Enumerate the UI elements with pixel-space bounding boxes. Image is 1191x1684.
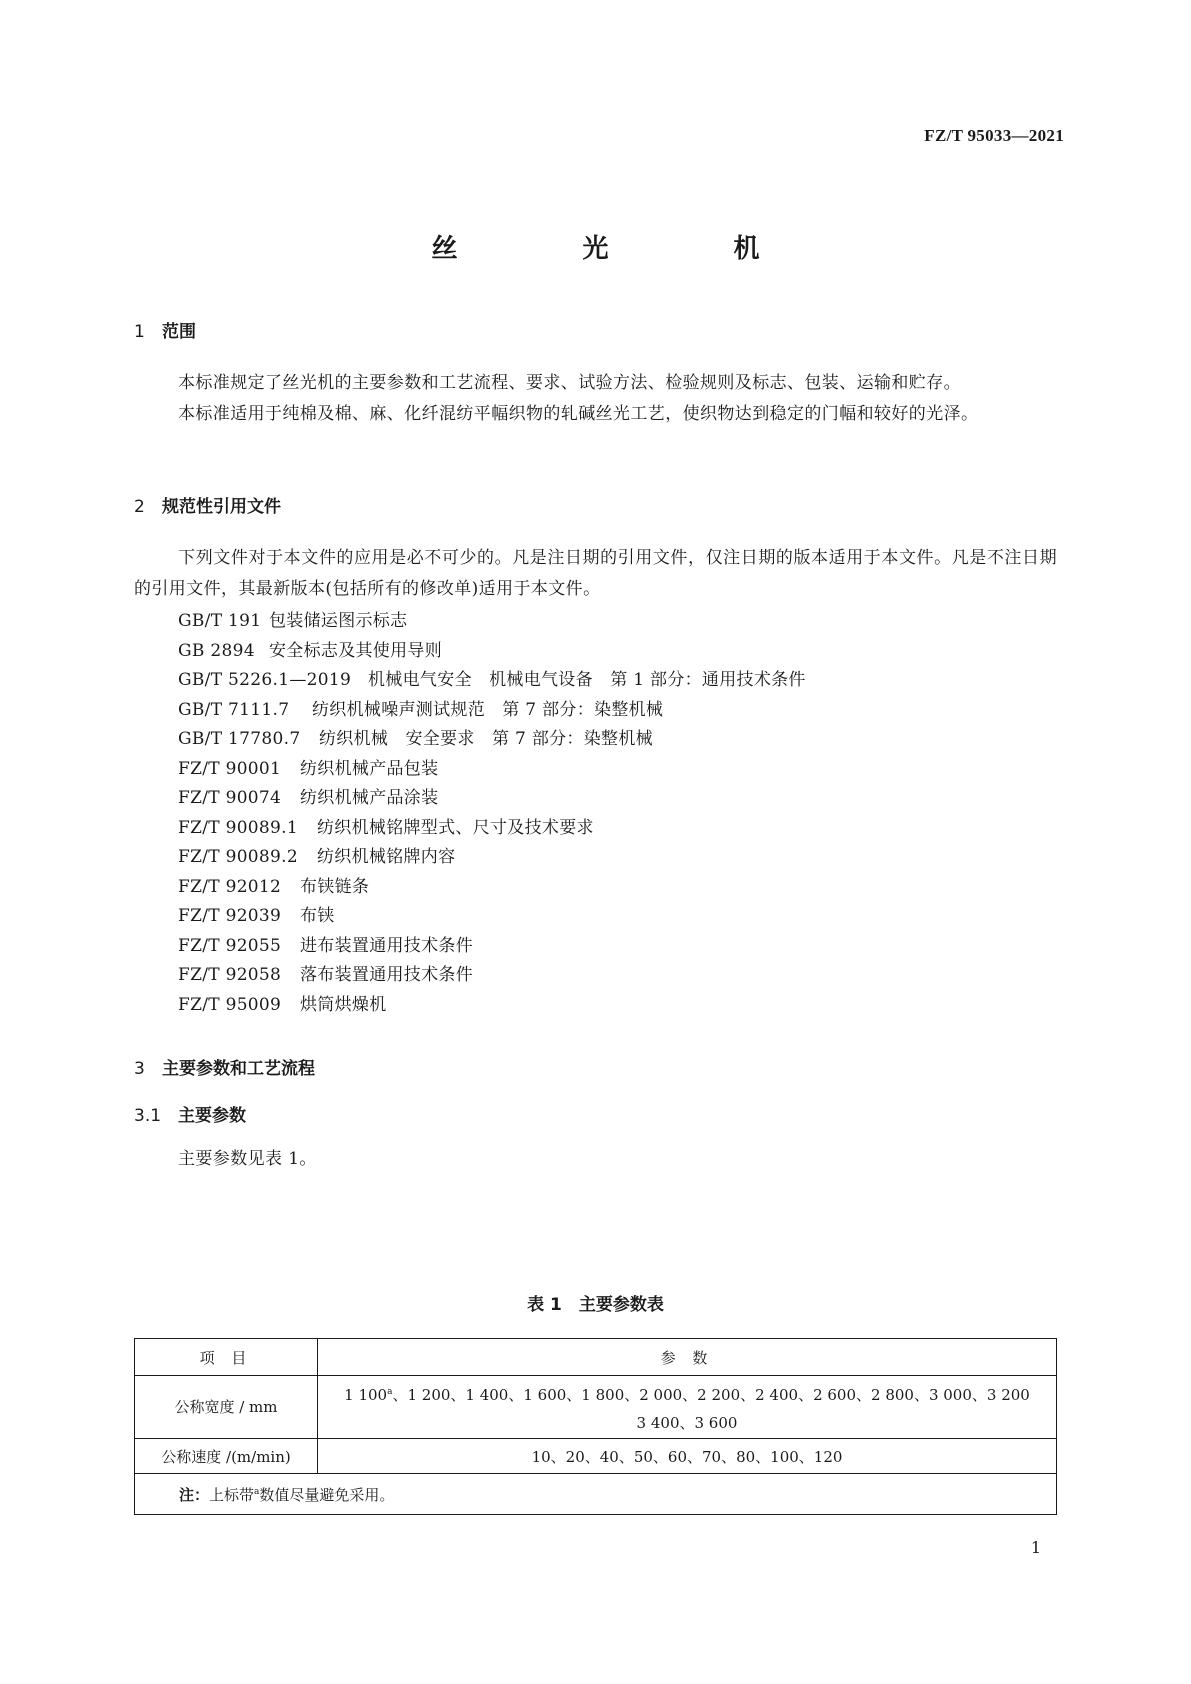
reference-item: FZ/T 90089.2 纺织机械铭牌内容 [178, 847, 456, 867]
section-title: 主要参数 [178, 1106, 246, 1126]
page-number: 1 [1030, 1538, 1041, 1557]
document-code: FZ/T 95033—2021 [924, 126, 1064, 145]
reference-item: FZ/T 90089.1 纺织机械铭牌型式、尺寸及技术要求 [178, 818, 594, 838]
table-header-cell: 参 数 [318, 1339, 1057, 1376]
paragraph: 主要参数见表 1。 [178, 1149, 317, 1169]
reference-item: FZ/T 95009 烘筒烘燥机 [178, 995, 387, 1015]
superscript-mark: a [387, 1386, 393, 1397]
table-cell-label: 公称速度 /(m/min) [135, 1439, 318, 1474]
section-1-heading [134, 317, 196, 342]
section-number: 3 [134, 1059, 145, 1079]
table-header-row [135, 1339, 1057, 1376]
reference-item: GB/T 191 包装储运图示标志 [178, 611, 408, 631]
section-2-heading [134, 492, 281, 517]
reference-item: FZ/T 92055 进布装置通用技术条件 [178, 936, 473, 956]
table-row [135, 1439, 1057, 1474]
reference-item: GB/T 17780.7 纺织机械 安全要求 第 7 部分：染整机械 [178, 729, 653, 749]
reference-item: GB/T 5226.1—2019 机械电气安全 机械电气设备 第 1 部分：通用技术条件 [178, 670, 806, 690]
section-3-heading [134, 1054, 315, 1079]
paragraph: 下列文件对于本文件的应用是必不可少的。凡是注日期的引用文件，仅注日期的版本适用于本文件。凡是不注日期的引用文件，其最新版本(包括所有的修改单)适用于本文件。 [134, 548, 1057, 599]
reference-item: FZ/T 90001 纺织机械产品包装 [178, 759, 439, 779]
table-note-row [135, 1474, 1057, 1515]
paragraph: 本标准适用于纯棉及棉、麻、化纤混纺平幅织物的轧碱丝光工艺，使织物达到稳定的门幅和较好的光泽。 [178, 404, 979, 424]
table-cell-value [318, 1376, 1057, 1439]
paragraph: 本标准规定了丝光机的主要参数和工艺流程、要求、试验方法、检验规则及标志、包装、运输和贮存。 [178, 373, 961, 393]
parameters-table [134, 1338, 1057, 1515]
reference-item: FZ/T 92039 布铗 [178, 906, 335, 926]
table-cell-value: 10、20、40、50、60、70、80、100、120 [318, 1439, 1057, 1474]
section-title: 范围 [162, 322, 196, 342]
superscript-mark: a [254, 1486, 260, 1497]
reference-item: FZ/T 92058 落布装置通用技术条件 [178, 965, 473, 985]
section-number: 1 [134, 322, 145, 342]
reference-item: GB/T 7111.7 纺织机械噪声测试规范 第 7 部分：染整机械 [178, 700, 664, 720]
section-number: 3.1 [134, 1106, 162, 1126]
section-title: 规范性引用文件 [162, 497, 281, 517]
section-number: 2 [134, 497, 145, 517]
table-row [135, 1376, 1057, 1439]
section-title: 主要参数和工艺流程 [162, 1059, 315, 1079]
reference-item: FZ/T 92012 布铗链条 [178, 877, 370, 897]
document-title: 丝 光 机 [431, 234, 818, 264]
section-3-1-heading [134, 1101, 246, 1126]
value-line: 1 100$^a$、1 200、1 400、1 600、1 800、2 000、2 200、2 400、2 600、2 800、3 000、3 200 [344, 1385, 1030, 1404]
table-header-cell: 项 目 [135, 1339, 318, 1376]
table-cell-label: 公称宽度 / mm [135, 1376, 318, 1439]
reference-item: GB 2894 安全标志及其使用导则 [178, 641, 442, 661]
value-line: 3 400、3 600 [636, 1413, 738, 1432]
table-note: 注：上标带$^a$数值尽量避免采用。 [135, 1474, 1057, 1515]
reference-item: FZ/T 90074 纺织机械产品涂装 [178, 788, 439, 808]
table-caption: 表 1 主要参数表 [527, 1295, 664, 1315]
